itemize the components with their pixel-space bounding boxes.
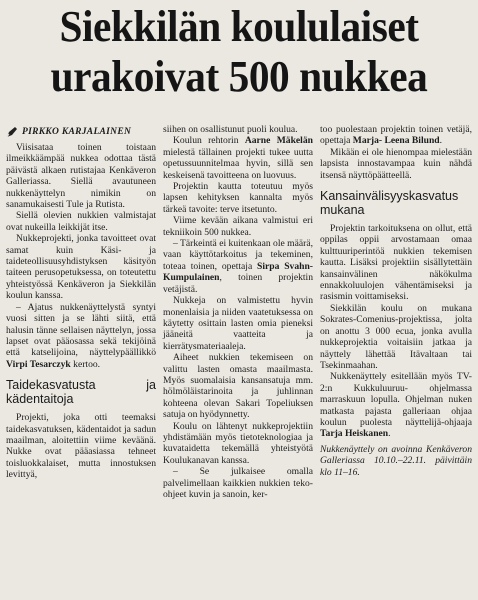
text-run: – Ajatus nukkenäyttelystä syntyi vuosi sitten ja se lähti siitä, että halusin tänne sellaisen näyttelyn, jossa lapset ovat pääosassa sekä tekijöinä että katselijoina, näyttelypäällikkö: [6, 301, 156, 359]
article-column-1: [6, 142, 156, 481]
paragraph: [163, 238, 313, 295]
paragraph: [320, 124, 472, 147]
person-name: Marja- Leena Bilund: [352, 135, 440, 147]
paragraph: [320, 371, 472, 439]
paragraph: Projektin tarkoituksena on ollut, että oppilas oppii arvostamaan omaa kulttuuriperintöä nukkien tekemisen kautta. Lisäksi projektiin sisällytettäin kansainvälinen näkökulma ennakkoluulojen vähentämiseksi ja rasismin voittamiseksi.: [320, 223, 472, 303]
paragraph: siihen on osallistunut puoli koulua.: [163, 124, 298, 135]
text-run: Koulun rehtorin: [173, 135, 245, 147]
paragraph: Mikään ei ole hienompaa mielestään lapsista innostavampaa kuin nähdä itsensä näyttöpäätteellä.: [320, 146, 472, 181]
person-name: Virpi Tesarczyk: [6, 358, 71, 370]
text-run: kertoo.: [70, 358, 101, 370]
paragraph: Nukkeprojekti, jonka tavoitteet ovat samat kuin Käsi- ja taideteollisuusyhdistyksen käsityön taiteen perusopetuksessa, on toteutettu yhteistyössä Kenkäveron ja Siekkilän koulun kanssa.: [6, 233, 156, 302]
text-run: .: [388, 428, 391, 440]
person-name: Aarne Mäkelän: [244, 135, 313, 147]
headline-line-2: urakoivat 500 nukkea: [50, 52, 428, 101]
paragraph: Projekti, joka otti teemaksi taidekasvatuksen, kädentaidot ja sadun maailman, aloitettiin viime keväänä. Nukke ovat pääasiassa tehneet toisluokkalaiset, mutta innostuksen levittyä,: [6, 412, 156, 481]
person-name: Sirpa Svahn- Kumpulainen: [163, 260, 313, 284]
text-run: – Tärkeintä ei kuitenkaan ole määrä, vaan käyttötarkoitus ja tekeminen, toteaa toinen, opettaja: [163, 238, 313, 272]
paragraph: – Se julkaisee omalla palvelimellaan kaikkien nukkien teko-ohjeet kuvin ja sanoin, ker-: [163, 466, 313, 500]
paragraph: Nukkeja on valmistettu hyvin monenlaisia ja niiden vaatetuksessa on käytetty osittain lasten omia pieneksi jääneitä vaatteita ja kierrätysmateriaaleja.: [163, 295, 313, 352]
byline: [6, 126, 156, 138]
headline-line-1: Siekkilän koululaiset: [59, 2, 419, 51]
paragraph: Viime kevään aikana valmistui eri tekniikoin 500 nukkea.: [163, 215, 313, 238]
subheading: Taidekasvatusta ja kädentaitoja: [6, 378, 156, 407]
byline-author: PIRKKO KARJALAINEN: [22, 127, 132, 137]
article-column-2: [163, 124, 313, 500]
text-run: mielestä tällainen projekti tukee uutta opetussuunnitelmaa hyvin, sillä sen keskeisenä tavoitteena on luovuus.: [163, 146, 313, 181]
paragraph: [6, 302, 156, 370]
paragraph: [163, 135, 313, 181]
text-run: .: [439, 135, 443, 147]
paragraph: Aiheet nukkien tekemiseen on valittu lasten omasta maailmasta. Myös suomalaisia kansansatuja mm. hölmöläistarinoita ja juhlinnan kohteena olevan Sakari Topeliuksen satuja on hyödynnetty.: [163, 352, 313, 421]
paragraph: Siekkilän koulu on mukana Sokrates-Comenius-projektissa, jolta on anottu 3 000 ecua, jonka avulla nukkeprojektia voitaisiin jatkaa ja näyttely lähettää Itävaltaan tai Tsekinmaahan.: [320, 302, 472, 371]
text-run: , toinen projektin vetäjistä.: [163, 272, 313, 295]
subheading: Kansainvälisyyskasvatus mukana: [320, 189, 459, 218]
article-column-3: [320, 124, 472, 478]
headline: [14, 0, 463, 102]
exhibition-info-note: Nukkenäyttely on avoinna Kenkäveron Galleriassa 10.10.–22.11. päivittäin klo 11–16.: [320, 443, 472, 478]
person-name: Tarja Heiskanen: [320, 428, 389, 440]
text-run: Nukkenäyttely esitellään myös TV-2:n Kukkuluuruu- ohjelmassa marraskuun lopulla. Ohjelman nuken matkasta pajasta galleriaan ohjaa koulun puolesta näyttelijä-ohjaaja: [320, 371, 472, 428]
paragraph: Viisisataa toinen toistaan ilmeikkäämpää nukkea odottaa tästä päivästä alkaen rutistajaa Kenkäveron Galleriassa. Siellä avautuneen nukkenäyttelyn nimikin on sanamukaisesti Tule ja Rutista.: [6, 142, 156, 211]
pen-icon: [6, 126, 18, 138]
paragraph: Siellä olevien nukkien valmistajat ovat nukeilla leikkijät itse.: [6, 210, 156, 233]
paragraph: Projektin kautta toteutuu myös lapsen kehityksen kannalta myös tärkeä tavoite: terve itsetunto.: [163, 181, 313, 215]
paragraph: Koulu on lähtenyt nukkeprojektiin yhdistämään myös tietoteknologiaa ja kuvataidetta tekemällä yhteistyötä Koulukanavan kanssa.: [163, 420, 313, 466]
text-run: too puolestaan projektin toinen vetäjä, opettaja: [320, 124, 472, 147]
